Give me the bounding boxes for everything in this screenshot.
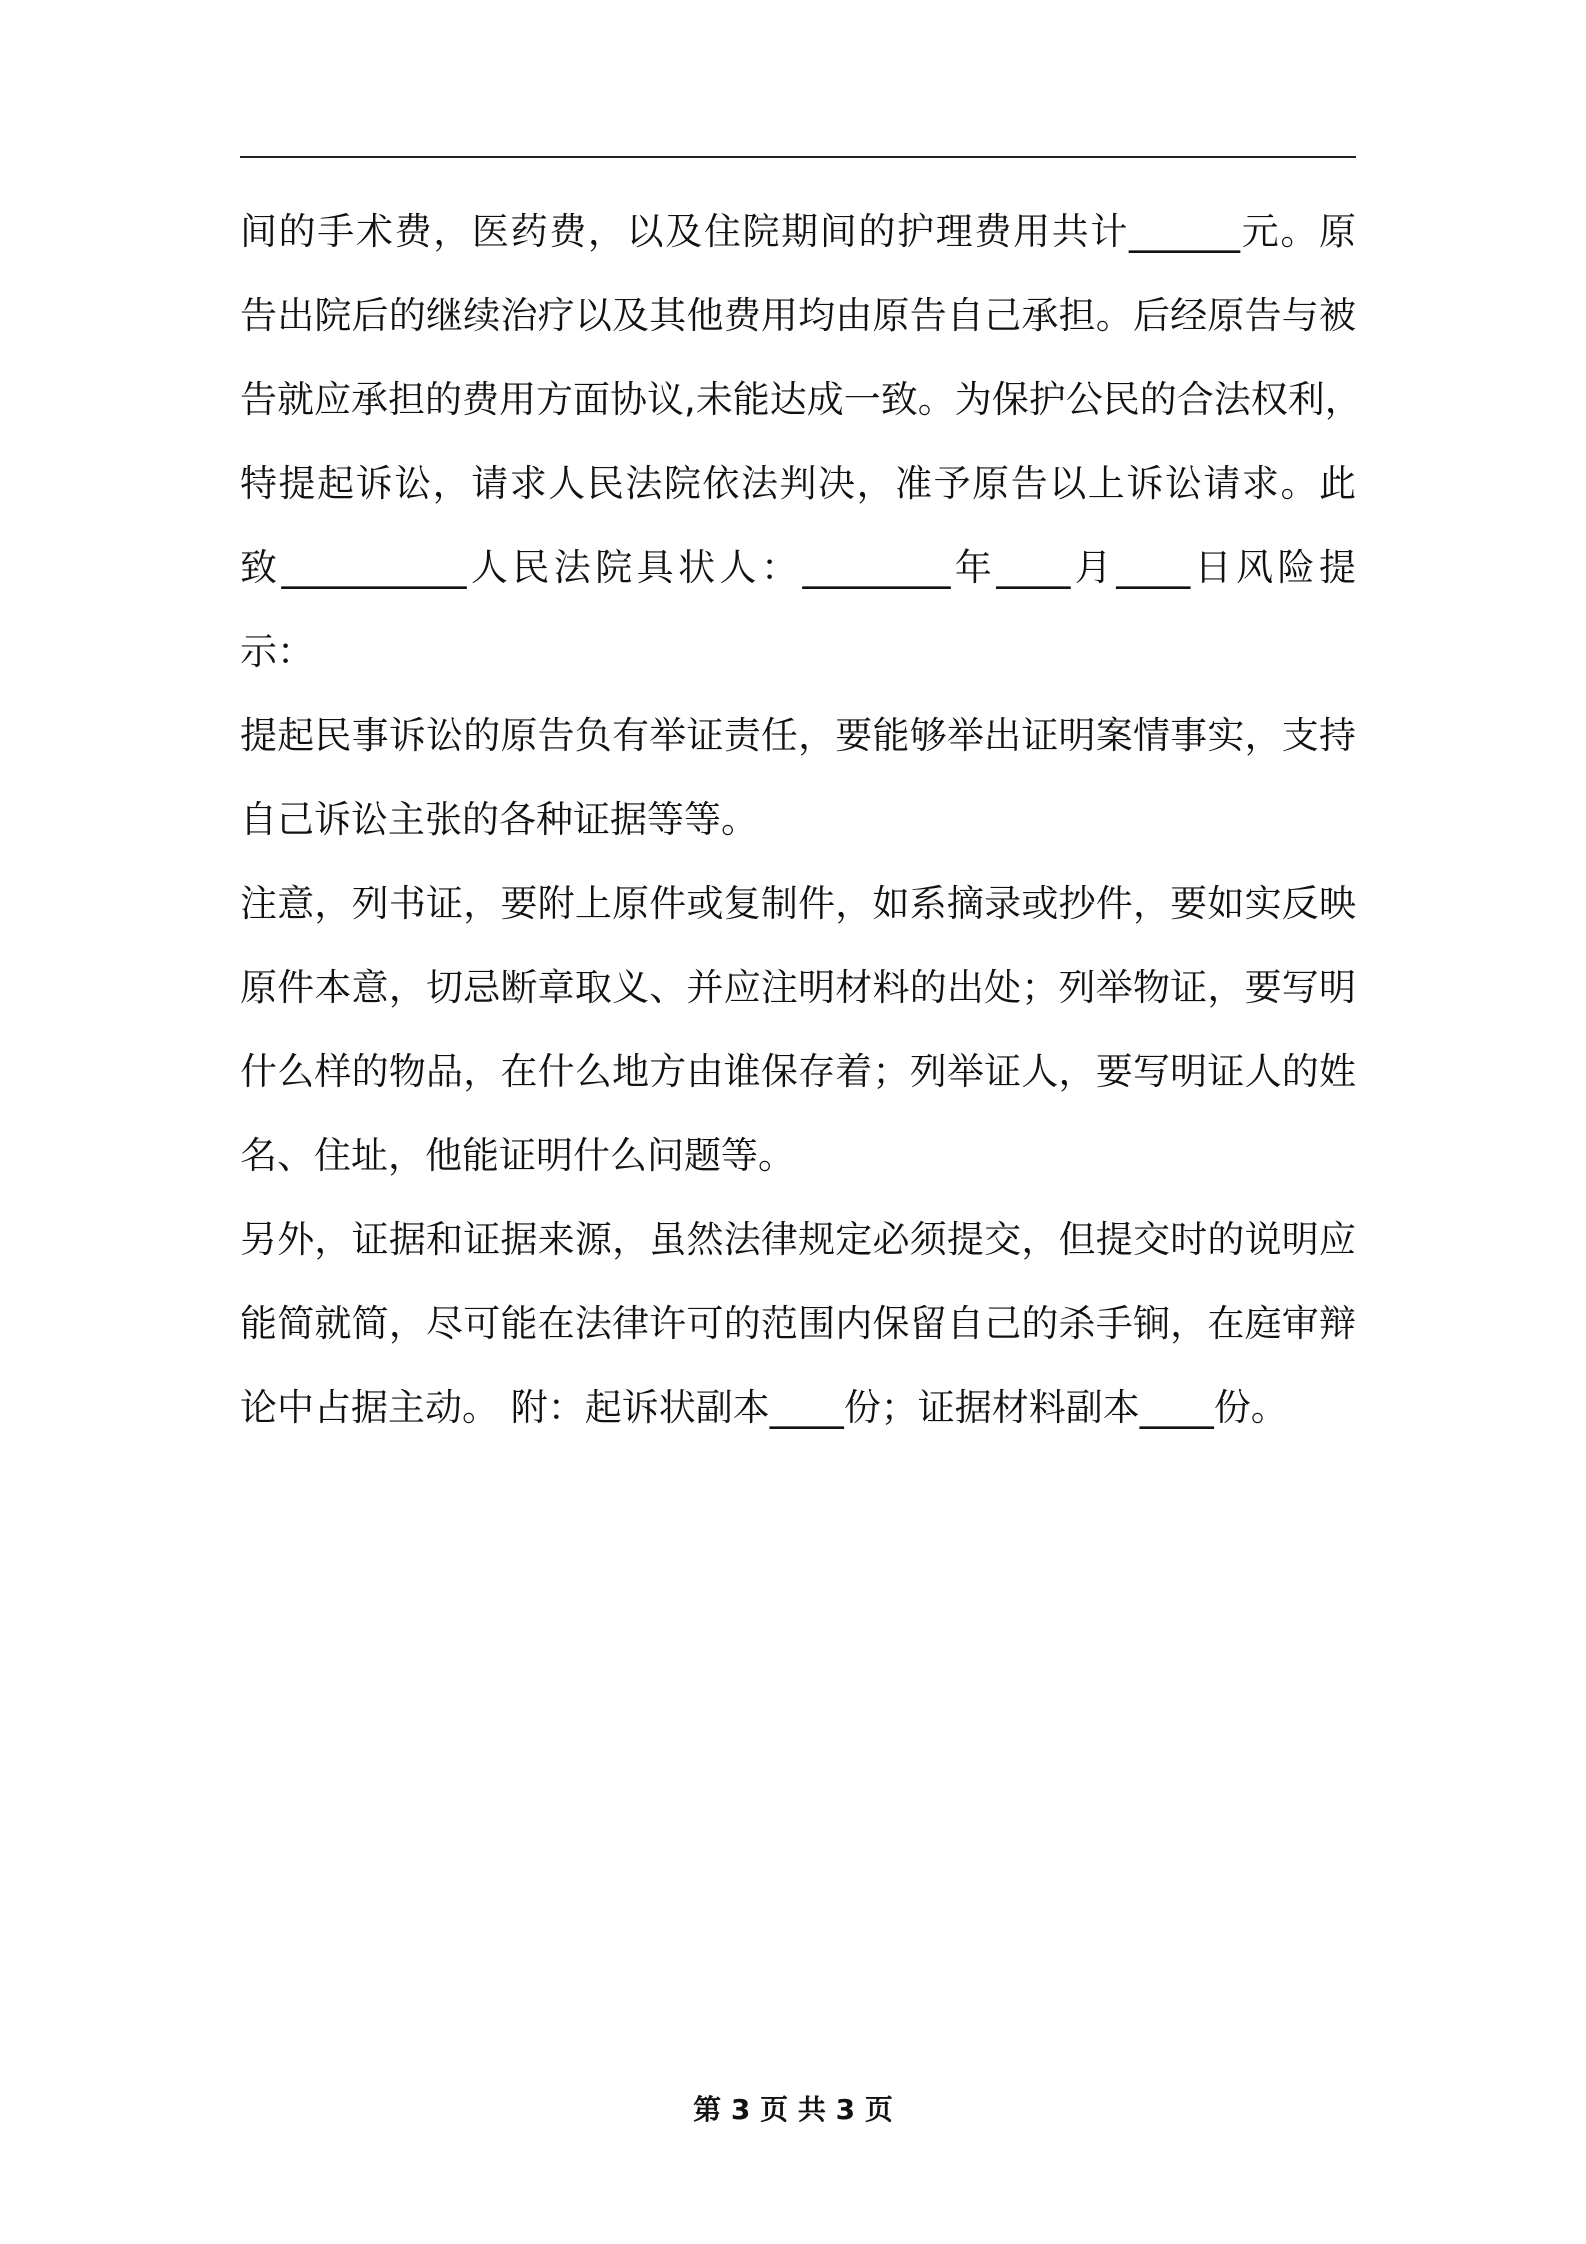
body-line: 告出院后的继续治疗以及其他费用均由原告自己承担。后经原告与被	[240, 294, 1356, 337]
body-line: 间的手术费，医药费，以及住院期间的护理费用共计______元。原	[240, 210, 1356, 253]
page-number-footer: 第 3 页 共 3 页	[693, 2093, 893, 2126]
document-body	[240, 190, 1362, 1450]
body-line: 提起民事诉讼的原告负有举证责任，要能够举出证明案情事实，支持	[240, 714, 1356, 757]
body-line: 致__________人民法院具状人：________年____月____日风险提	[240, 546, 1356, 589]
body-line: 另外，证据和证据来源，虽然法律规定必须提交，但提交时的说明应	[240, 1218, 1356, 1261]
body-line: 注意，列书证，要附上原件或复制件，如系摘录或抄件，要如实反映	[240, 882, 1356, 925]
body-line: 能简就简，尽可能在法律许可的范围内保留自己的杀手锏，在庭审辩	[240, 1302, 1356, 1345]
body-line: 名、住址，他能证明什么问题等。	[240, 1134, 795, 1177]
body-line: 示：	[240, 630, 314, 673]
header-rule	[240, 156, 1356, 158]
body-line: 告就应承担的费用方面协议,未能达成一致。为保护公民的合法权利，	[240, 378, 1362, 421]
body-line: 什么样的物品，在什么地方由谁保存着；列举证人，要写明证人的姓	[240, 1050, 1356, 1093]
body-line: 论中占据主动。 附：起诉状副本____份；证据材料副本____份。	[240, 1386, 1288, 1429]
body-line: 原件本意，切忌断章取义、并应注明材料的出处；列举物证，要写明	[240, 966, 1356, 1009]
body-line: 自己诉讼主张的各种证据等等。	[240, 798, 758, 841]
body-line: 特提起诉讼，请求人民法院依法判决，准予原告以上诉讼请求。此	[240, 462, 1356, 505]
